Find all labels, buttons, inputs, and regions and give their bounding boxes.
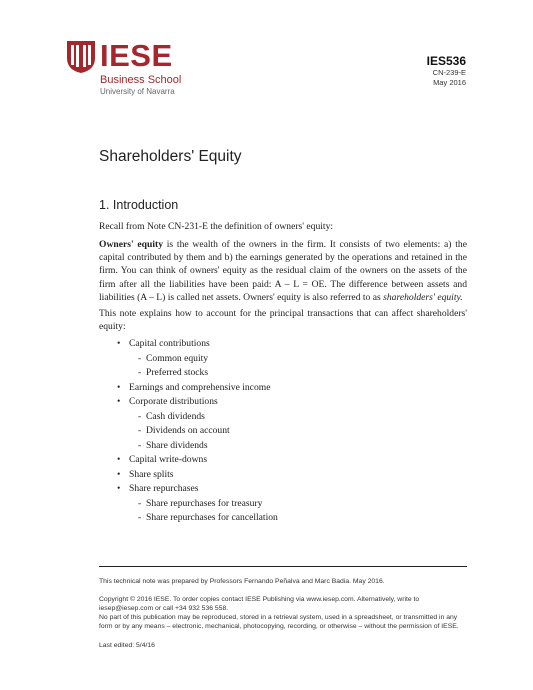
paragraph-scope: This note explains how to account for the principal transactions that can affect shareholders' equity: bbox=[99, 308, 467, 333]
list-item: • Capital contributions bbox=[117, 338, 210, 349]
logo-wordmark: IESE bbox=[100, 38, 173, 73]
bullet-icon: • bbox=[117, 338, 121, 349]
doc-code: IES536 bbox=[426, 54, 466, 68]
logo-subtitle: Business School bbox=[100, 74, 182, 86]
iese-shield-icon bbox=[66, 40, 96, 74]
list-item: • Share splits bbox=[117, 468, 174, 480]
list-subitem: - Common equity bbox=[138, 352, 209, 364]
definition-term: Owners' equity bbox=[99, 239, 163, 250]
footer-last-edited: Last edited: 5/4/16 bbox=[99, 642, 155, 649]
list-item: • Earnings and comprehensive income bbox=[117, 381, 271, 393]
list-subitem: - Preferred stocks bbox=[138, 367, 209, 378]
iese-logo bbox=[66, 38, 182, 100]
list-subitem: - Cash dividends bbox=[138, 410, 205, 422]
list-item: • Capital write-downs bbox=[117, 454, 208, 465]
dash-icon: - bbox=[138, 497, 142, 509]
dash-icon: - bbox=[138, 425, 142, 436]
list-item: • Corporate distributions bbox=[117, 396, 218, 407]
dash-icon: - bbox=[138, 512, 142, 523]
bullet-icon: • bbox=[117, 468, 121, 480]
bullet-icon: • bbox=[117, 381, 121, 393]
doc-ref: CN-239-E bbox=[432, 68, 466, 77]
dash-icon: - bbox=[138, 410, 142, 422]
list-subitem: - Share dividends bbox=[138, 439, 208, 451]
logo-university: University of Navarra bbox=[100, 87, 175, 96]
dash-icon: - bbox=[138, 352, 142, 364]
definition-italic: shareholders' equity. bbox=[383, 291, 463, 303]
footer-divider bbox=[99, 566, 467, 567]
section-heading: 1. Introduction bbox=[99, 198, 179, 212]
dash-icon: - bbox=[138, 439, 142, 451]
page-title: Shareholders' Equity bbox=[99, 148, 242, 165]
rights-text: No part of this publication may be reproduced, stored in a retrieval system, used in a spreadsheet, or transmitted in any form or by any means – electronic, mechanical, photocopying, recording, or otherwise – without the permission of IESE. bbox=[99, 614, 459, 630]
paragraph-intro: Recall from Note CN-231-E the definition of owners' equity: bbox=[99, 221, 334, 232]
copyright-text: Copyright © 2016 IESE. To order copies contact IESE Publishing via www.iesep.com. Alternatively, write to iesep@iesep.com or call +34 932 536 558. bbox=[99, 596, 420, 612]
footer-prepared-by: This technical note was prepared by Professors Fernando Peñalva and Marc Badia. May 2016. bbox=[99, 578, 385, 585]
list-subitem: - Share repurchases for cancellation bbox=[138, 512, 278, 523]
document-reference bbox=[427, 54, 466, 88]
definition-text: is the wealth of the owners in the firm. It consists of two elements: a) the capital contributed by them and b) the earnings generated by the operations and retained in the firm. You can think of owners' equity as the residual claim of the owners on the assets of the firm after all the liabilities have been paid: A – L = OE. The difference between assets and liabilities (A – L) is called net assets. Owners' equity is also referred to as bbox=[99, 239, 467, 303]
bullet-icon: • bbox=[117, 483, 121, 494]
list-subitem: - Share repurchases for treasury bbox=[138, 497, 263, 509]
paragraph-definition bbox=[99, 238, 467, 304]
list-item: • Share repurchases bbox=[117, 483, 199, 494]
bullet-icon: • bbox=[117, 396, 121, 407]
list-subitem: - Dividends on account bbox=[138, 425, 230, 436]
bullet-icon: • bbox=[117, 454, 121, 465]
footer-copyright bbox=[99, 595, 469, 631]
doc-date: May 2016 bbox=[433, 78, 466, 87]
dash-icon: - bbox=[138, 367, 142, 378]
